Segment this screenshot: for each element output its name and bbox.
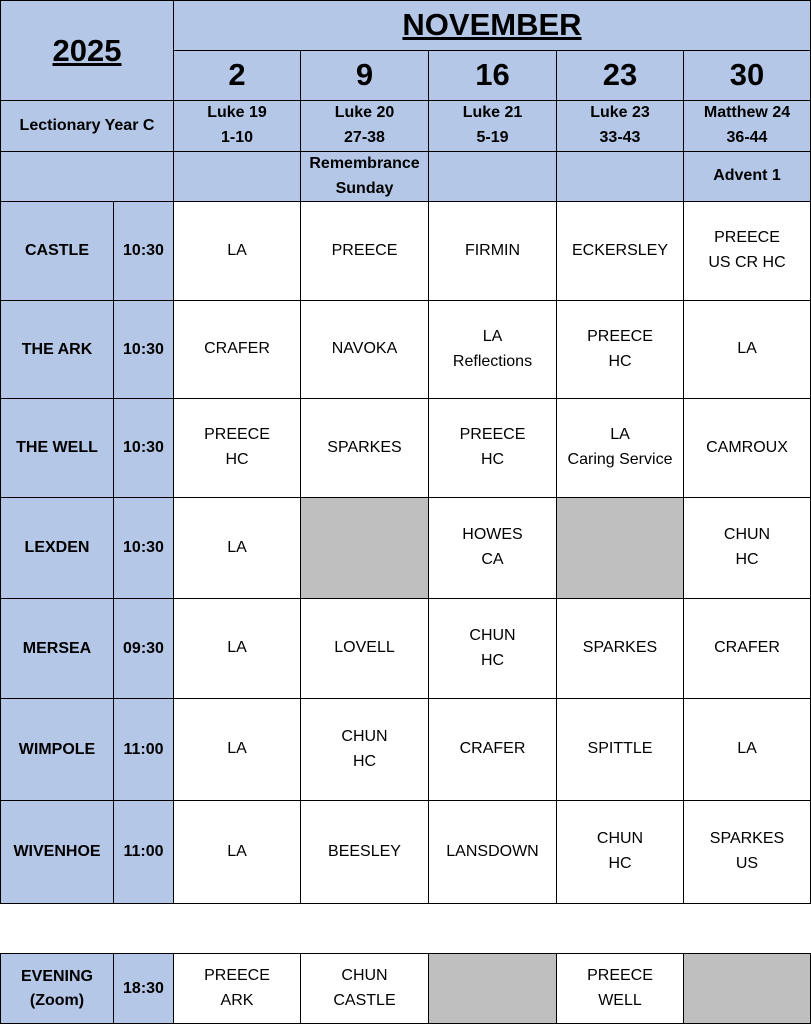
- rota-cell[interactable]: [173, 598, 301, 699]
- preacher-name: SPITTLE: [587, 740, 653, 758]
- service-location: WELL: [598, 991, 642, 1009]
- rota-cell[interactable]: [300, 201, 429, 301]
- preacher-name: HOWES: [462, 526, 523, 544]
- reading-cell: [683, 100, 811, 152]
- preacher-name: CAMROUX: [706, 438, 788, 456]
- service-time-label: 10:30: [123, 242, 164, 260]
- reading-verses: 36-44: [726, 129, 768, 146]
- preacher-name: ECKERSLEY: [571, 241, 669, 259]
- reading-verses: 1-10: [220, 129, 254, 146]
- preacher-name: LA: [737, 740, 757, 758]
- date-header: [683, 50, 811, 101]
- rota-cell[interactable]: [683, 300, 811, 399]
- note-cell: [300, 151, 429, 202]
- service-type: Reflections: [452, 352, 533, 370]
- service-type: HC: [225, 451, 249, 468]
- preacher-name: NAVOKA: [331, 340, 398, 358]
- rota-cell[interactable]: [428, 598, 557, 699]
- preacher-name: CHUN: [596, 830, 644, 848]
- preacher-name: PREECE: [587, 327, 653, 345]
- rota-cell[interactable]: [300, 598, 429, 699]
- year-label: 2025: [52, 33, 122, 69]
- church-name-label: LEXDEN: [24, 539, 90, 557]
- service-type: HC: [480, 451, 505, 468]
- date-header: [556, 50, 684, 101]
- service-time-label: 09:30: [123, 639, 164, 657]
- service-time: [113, 698, 174, 801]
- reading-cell: [173, 100, 301, 152]
- service-type: HC: [352, 752, 377, 770]
- note-line: Advent 1: [713, 167, 781, 185]
- reading-verses: 27-38: [344, 129, 385, 146]
- preacher-name: CHUN: [341, 727, 388, 745]
- preacher-name: CHUN: [723, 526, 771, 544]
- rota-cell[interactable]: [173, 497, 301, 599]
- rota-cell[interactable]: [556, 698, 684, 801]
- service-time-label: 10:30: [123, 539, 164, 557]
- service-time: [113, 201, 174, 301]
- rota-cell[interactable]: [556, 800, 684, 904]
- preacher-name: CHUN: [341, 966, 388, 984]
- date-label: 9: [355, 57, 374, 93]
- note-cell: [556, 151, 684, 202]
- rota-cell[interactable]: [173, 953, 301, 1024]
- church-name: [0, 300, 114, 399]
- reading-book: Luke 20: [334, 104, 395, 122]
- preacher-name: LA: [737, 340, 757, 358]
- preacher-name: LA: [227, 241, 247, 259]
- preacher-name: LANSDOWN: [446, 842, 539, 860]
- church-name-label: WIVENHOE: [13, 843, 101, 861]
- rota-cell[interactable]: [428, 201, 557, 301]
- preacher-name: PREECE: [331, 241, 398, 259]
- service-type: HC: [608, 352, 632, 370]
- lectionary-label-cell: [0, 100, 174, 152]
- rota-cell[interactable]: [683, 398, 811, 498]
- evening-time-label: 18:30: [123, 979, 164, 997]
- rota-cell[interactable]: [428, 398, 557, 498]
- service-location: CASTLE: [333, 991, 396, 1009]
- preacher-name: LA: [227, 842, 247, 860]
- evening-sub-label: (Zoom): [29, 991, 85, 1009]
- evening-name-label: EVENING: [20, 968, 93, 986]
- lectionary-label: Lectionary Year C: [19, 117, 155, 135]
- preacher-name: LA: [227, 639, 247, 657]
- service-time: [113, 800, 174, 904]
- rota-cell[interactable]: [173, 300, 301, 399]
- service-time: [113, 398, 174, 498]
- rota-cell[interactable]: [173, 698, 301, 801]
- service-time-label: 10:30: [123, 439, 164, 457]
- month-header: [173, 0, 811, 51]
- reading-cell: [556, 100, 684, 152]
- note-cell: [683, 151, 811, 202]
- service-time: [113, 300, 174, 399]
- rota-cell[interactable]: [556, 598, 684, 699]
- rota-cell[interactable]: [428, 698, 557, 801]
- reading-cell: [428, 100, 557, 152]
- preacher-name: PREECE: [714, 229, 780, 247]
- note-cell: [428, 151, 557, 202]
- date-label: 23: [602, 57, 638, 93]
- service-location: ARK: [220, 991, 254, 1009]
- rota-cell[interactable]: [173, 800, 301, 904]
- service-type: HC: [735, 551, 759, 568]
- date-label: 30: [729, 57, 765, 93]
- church-name: [0, 800, 114, 904]
- service-type: HC: [480, 651, 505, 669]
- church-name-label: THE ARK: [21, 340, 93, 358]
- preacher-name: LA: [227, 740, 247, 758]
- service-type: Caring Service: [567, 451, 673, 468]
- preacher-name: LA: [482, 327, 503, 345]
- rota-cell[interactable]: [300, 698, 429, 801]
- rota-cell[interactable]: [300, 398, 429, 498]
- rota-cell[interactable]: [683, 800, 811, 904]
- service-type: US CR HC: [708, 254, 786, 271]
- service-type: HC: [608, 855, 632, 872]
- rota-cell[interactable]: [556, 953, 684, 1024]
- date-header: [428, 50, 557, 101]
- rota-cell[interactable]: [683, 698, 811, 801]
- preacher-name: LOVELL: [334, 639, 395, 657]
- note-line: Remembrance: [309, 154, 420, 172]
- preacher-name: CRAFER: [714, 639, 780, 657]
- reading-book: Matthew 24: [703, 104, 791, 122]
- church-name-label: THE WELL: [16, 439, 98, 457]
- rota-cell[interactable]: [556, 300, 684, 399]
- service-time-label: 11:00: [123, 843, 164, 861]
- church-name-label: MERSEA: [22, 639, 92, 657]
- preacher-name: SPARKES: [327, 438, 402, 456]
- reading-book: Luke 23: [590, 104, 650, 122]
- notes-left-cell: [0, 151, 174, 202]
- note-cell: [173, 151, 301, 202]
- church-name-label: CASTLE: [25, 242, 89, 260]
- empty-slot: [300, 497, 429, 599]
- rota-cell[interactable]: [683, 201, 811, 301]
- church-name: [0, 398, 114, 498]
- preacher-name: PREECE: [587, 966, 653, 984]
- church-name: [0, 698, 114, 801]
- rota-cell[interactable]: [300, 953, 429, 1024]
- date-header: [173, 50, 301, 101]
- preacher-name: PREECE: [204, 426, 270, 444]
- service-type: CA: [481, 551, 504, 568]
- rota-cell[interactable]: [300, 800, 429, 904]
- empty-slot: [683, 953, 811, 1024]
- church-name: [0, 497, 114, 599]
- service-time: [113, 598, 174, 699]
- month-label: NOVEMBER: [402, 7, 582, 43]
- rota-cell[interactable]: [173, 201, 301, 301]
- service-type: US: [735, 855, 759, 872]
- year-header: [0, 0, 174, 101]
- rota-cell[interactable]: [556, 201, 684, 301]
- date-label: 16: [475, 57, 510, 93]
- rota-cell[interactable]: [428, 800, 557, 904]
- preacher-name: BEESLEY: [328, 842, 401, 860]
- preacher-name: FIRMIN: [464, 241, 521, 259]
- empty-slot: [428, 953, 557, 1024]
- note-line: Sunday: [335, 179, 394, 197]
- date-label: 2: [228, 57, 246, 93]
- church-name: [0, 598, 114, 699]
- preacher-name: SPARKES: [709, 830, 785, 848]
- preacher-name: PREECE: [204, 966, 270, 984]
- preacher-name: LA: [227, 538, 247, 556]
- reading-verses: 33-43: [599, 129, 641, 146]
- service-time-label: 11:00: [123, 740, 164, 758]
- reading-cell: [300, 100, 429, 152]
- rota-cell[interactable]: [683, 497, 811, 599]
- preacher-name: LA: [610, 426, 630, 444]
- preacher-name: CHUN: [469, 626, 516, 644]
- service-time: [113, 497, 174, 599]
- rota-cell[interactable]: [556, 398, 684, 498]
- rota-cell[interactable]: [428, 300, 557, 399]
- service-time-label: 10:30: [123, 340, 164, 358]
- reading-book: Luke 19: [207, 104, 267, 122]
- rota-cell[interactable]: [683, 598, 811, 699]
- evening-time: [113, 953, 174, 1024]
- reading-verses: 5-19: [476, 129, 509, 146]
- empty-slot: [556, 497, 684, 599]
- church-name: [0, 201, 114, 301]
- evening-name: [0, 953, 114, 1024]
- rota-cell[interactable]: [300, 300, 429, 399]
- preacher-name: CRAFER: [459, 740, 526, 758]
- rota-cell[interactable]: [428, 497, 557, 599]
- church-name-label: WIMPOLE: [18, 740, 96, 758]
- rota-cell[interactable]: [173, 398, 301, 498]
- reading-book: Luke 21: [462, 104, 523, 122]
- date-header: [300, 50, 429, 101]
- preacher-name: SPARKES: [582, 639, 658, 657]
- preacher-name: CRAFER: [204, 340, 270, 358]
- preacher-name: PREECE: [459, 426, 526, 444]
